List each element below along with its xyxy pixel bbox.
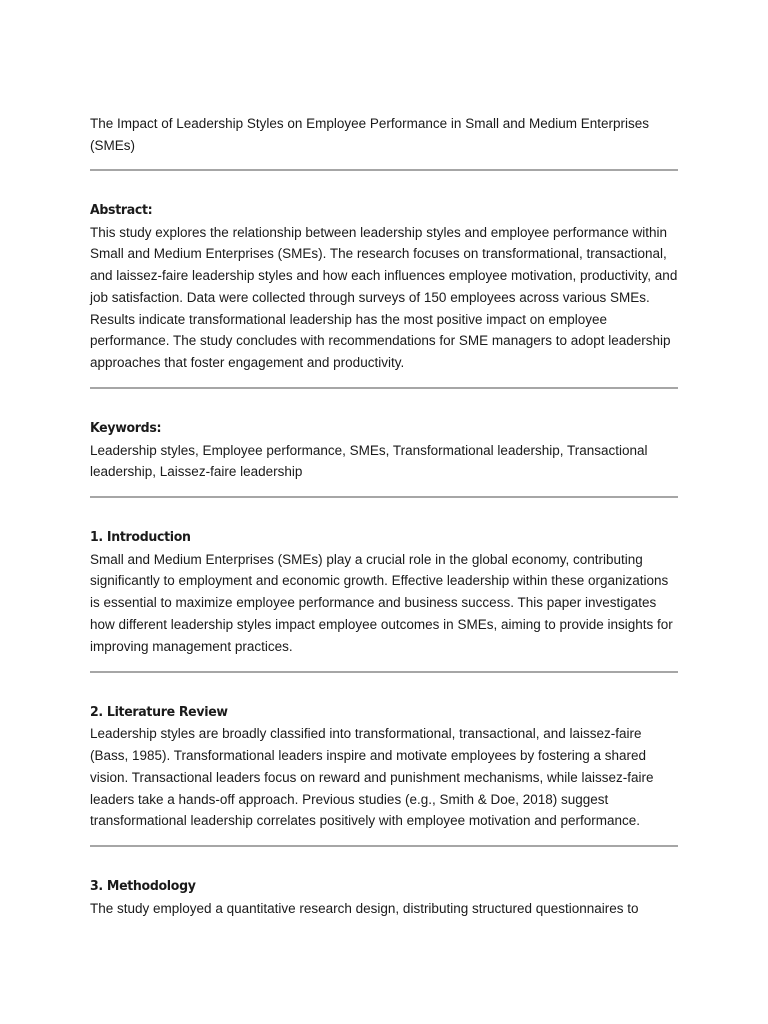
document-page — [90, 113, 678, 919]
section-divider — [90, 671, 678, 673]
section-divider — [90, 387, 678, 389]
section-heading: 3. Methodology — [90, 878, 196, 895]
section-body: Leadership styles, Employee performance, SMEs, Transformational leadership, Transactional leadership, Laissez-faire leadership — [90, 442, 648, 480]
document-title: The Impact of Leadership Styles on Employee Performance in Small and Medium Enterprises (SMEs) — [90, 116, 650, 153]
section-heading: 2. Literature Review — [90, 703, 228, 720]
section-body: This study explores the relationship between leadership styles and employee performance within Small and Medium Enterprises (SMEs). The research focuses on transformational, transactional, and laissez-faire leadership styles and how each influences employee motivation, productivity, and job satisfaction. Data were collected through surveys of 150 employees across various SMEs. Results indicate transformational leadership has the most positive impact on employee performance. The study concludes with recommendations for SME managers to adopt leadership approaches that foster engagement and productivity. — [90, 224, 678, 371]
section-heading: 1. Introduction — [90, 529, 191, 546]
section-keywords — [90, 418, 678, 483]
section-body: Small and Medium Enterprises (SMEs) play a crucial role in the global economy, contributing significantly to employment and economic growth. Effective leadership within these organizations is essential to maximize employee performance and business success. This paper investigates how different leadership styles impact employee outcomes in SMEs, aiming to provide insights for improving management practices. — [90, 551, 673, 654]
section-divider — [90, 169, 678, 171]
section-introduction — [90, 527, 678, 657]
section-heading: Keywords: — [90, 420, 162, 437]
section-divider — [90, 496, 678, 498]
section-abstract — [90, 200, 678, 374]
section-methodology — [90, 876, 678, 919]
section-body: The study employed a quantitative research design, distributing structured questionnaires to — [90, 900, 639, 916]
section-body: Leadership styles are broadly classified into transformational, transactional, and laissez-faire (Bass, 1985). Transformational leaders inspire and motivate employees by fostering a shared vision. Transactional leaders focus on reward and punishment mechanisms, while laissez-faire leaders take a hands-off approach. Previous studies (e.g., Smith & Doe, 2018) suggest transformational leadership correlates positively with employee motivation and performance. — [90, 726, 654, 829]
section-heading: Abstract: — [90, 202, 153, 218]
section-literature-review — [90, 702, 678, 832]
section-divider — [90, 845, 678, 847]
